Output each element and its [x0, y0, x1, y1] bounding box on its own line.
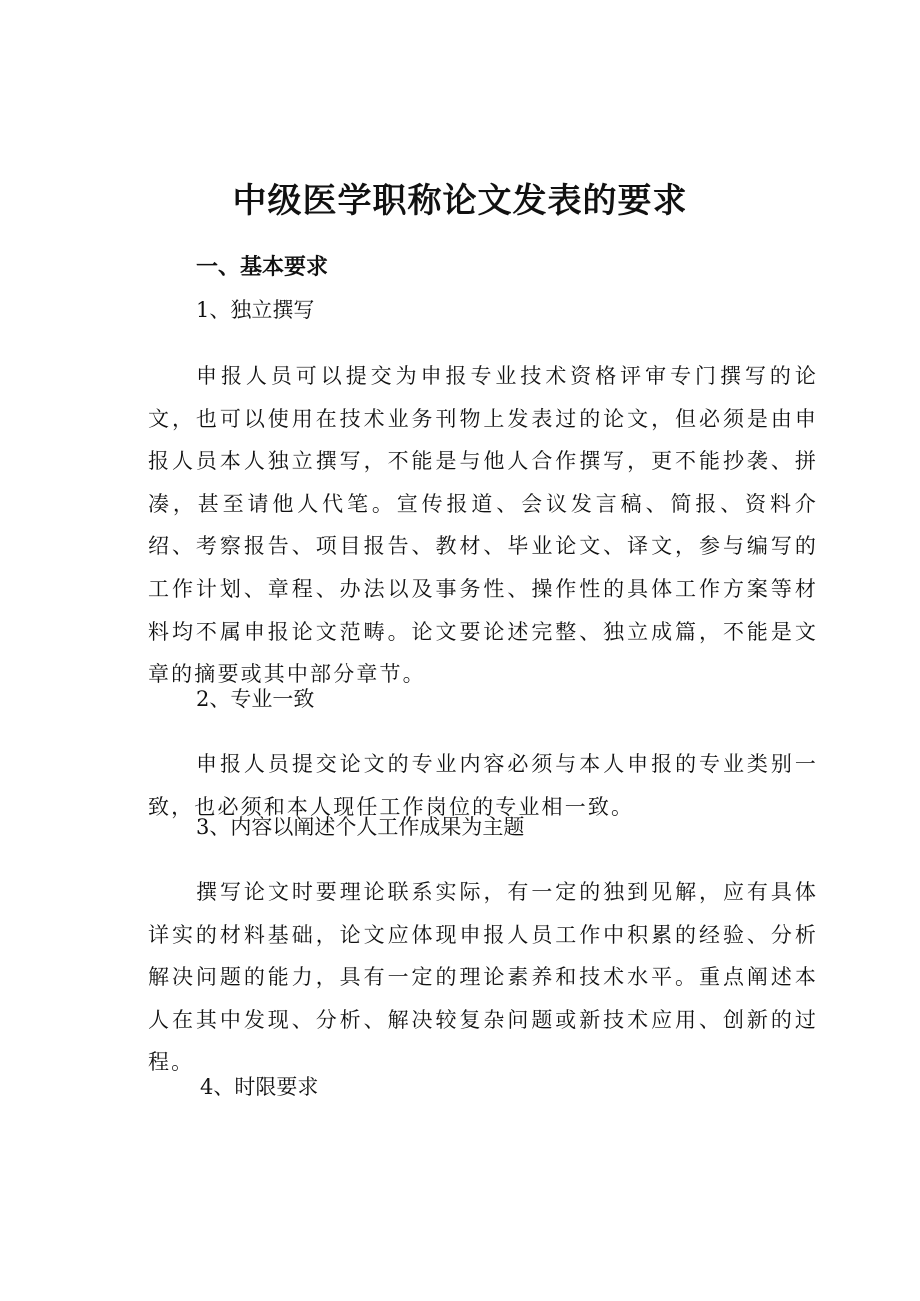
paragraph-personal-work-results: 撰写论文时要理论联系实际，有一定的独到见解，应有具体详实的材料基础，论文应体现申报人员工作中积累的经验、分析解决问题的能力，具有一定的理论素养和技术水平。重点阐述本人在其中发现、分析、解决较复杂问题或新技术应用、创新的过程。 — [148, 880, 818, 1075]
subheading-independent-writing: 1、独立撰写 — [196, 298, 315, 322]
subheading-time-requirement: 4、时限要求 — [200, 1075, 319, 1099]
section-heading-basic-requirements: 一、基本要求 — [196, 255, 329, 280]
subheading-personal-work-results: 3、内容以阐述个人工作成果为主题 — [196, 815, 525, 839]
page-title: 中级医学职称论文发表的要求 — [232, 180, 688, 221]
subheading-professional-consistency: 2、专业一致 — [196, 687, 315, 711]
paragraph-professional-consistency: 申报人员提交论文的专业内容必须与本人申报的专业类别一致，也必须和本人现任工作岗位的专业相一致。 — [148, 752, 818, 819]
paragraph-independent-writing: 申报人员可以提交为申报专业技术资格评审专门撰写的论文，也可以使用在技术业务刊物上发表过的论文，但必须是由申报人员本人独立撰写，不能是与他人合作撰写，更不能抄袭、拼凑，甚至请他人代笔。宣传报道、会议发言稿、简报、资料介绍、考察报告、项目报告、教材、毕业论文、译文，参与编写的工作计划、章程、办法以及事务性、操作性的具体工作方案等材料均不属申报论文范畴。论文要论述完整、独立成篇，不能是文章的摘要或其中部分章节。 — [148, 364, 818, 687]
